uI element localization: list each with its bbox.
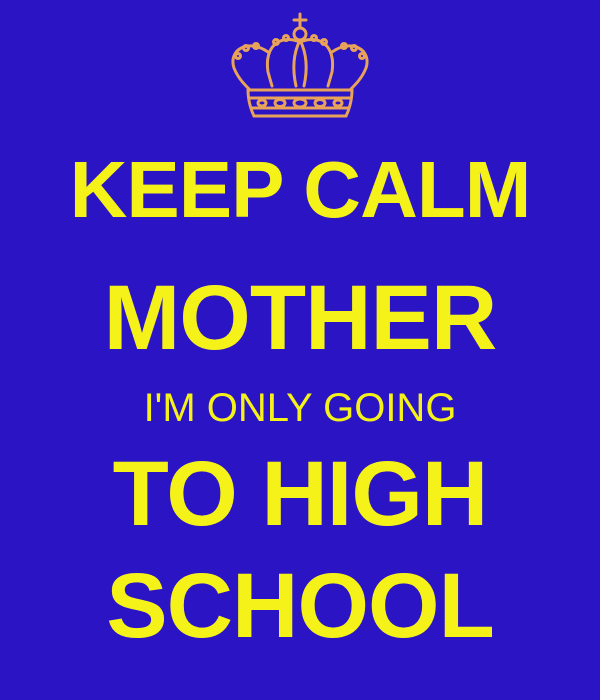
crown-icon xyxy=(224,12,376,120)
poster-line-only-going: I'M ONLY GOING xyxy=(143,386,457,430)
poster-line-to-high: TO HIGH xyxy=(112,443,488,545)
poster-line-school: SCHOOL xyxy=(106,555,494,657)
poster-line-mother: MOTHER xyxy=(103,267,497,369)
poster-line-keep-calm: KEEP CALM xyxy=(69,145,531,234)
